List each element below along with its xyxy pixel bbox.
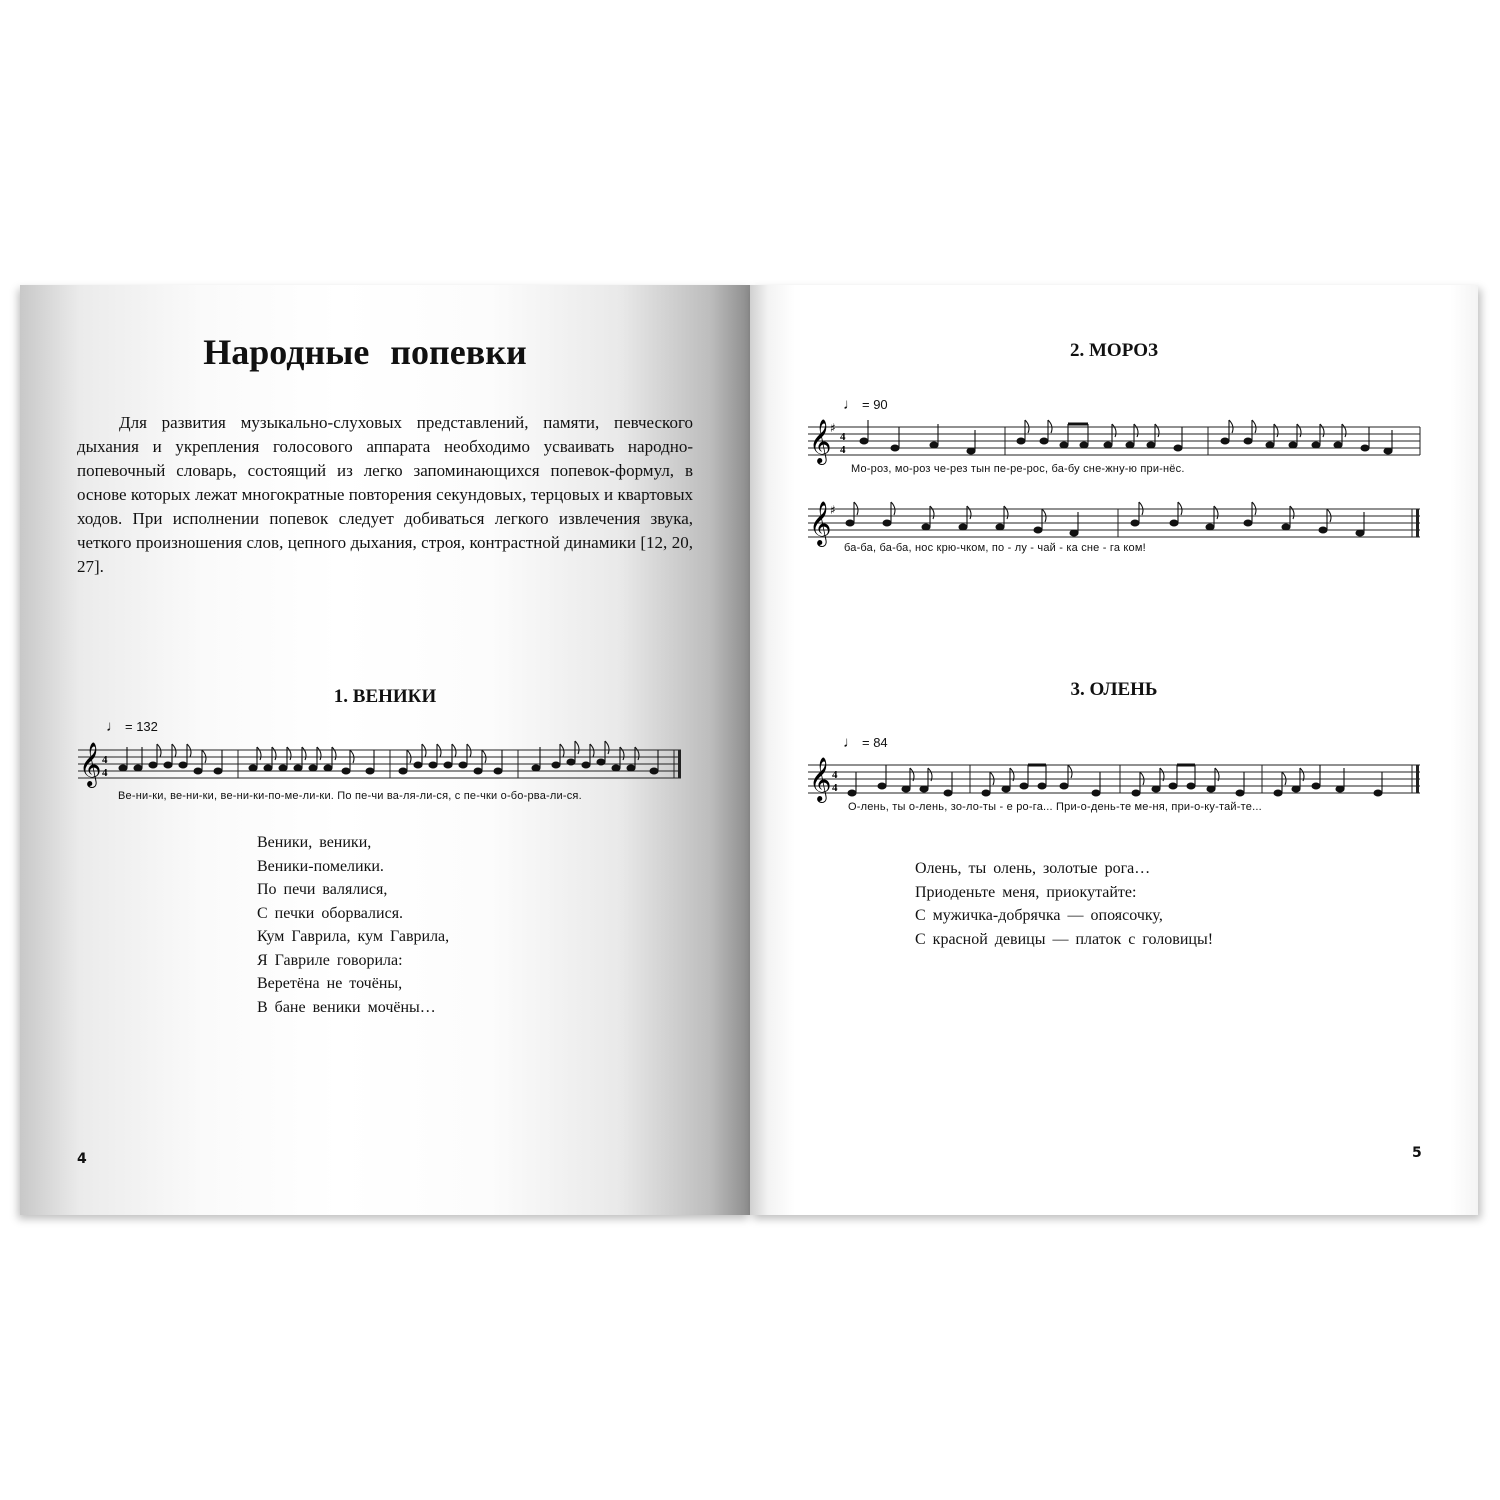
verse-line: С печки оборвалися. — [257, 904, 404, 922]
verse-line: Я Гавриле говорила: — [257, 951, 403, 969]
treble-clef-icon: 𝄞 — [809, 757, 832, 801]
svg-text:♯: ♯ — [830, 503, 836, 517]
svg-text:4: 4 — [840, 431, 846, 443]
svg-text:♯: ♯ — [830, 421, 836, 435]
tempo-marking-moroz — [843, 396, 888, 413]
verse-olen — [915, 857, 1213, 951]
verse-line: С мужичка-добрячка — опоясочку, — [915, 907, 1163, 924]
tempo-marking-olen — [843, 734, 888, 751]
staff-veniki — [78, 735, 688, 795]
page-title: Народные попевки — [203, 332, 527, 372]
verse-line: В бане веники мочёны… — [257, 998, 436, 1016]
verse-line: Олень, ты олень, золотые рога… — [915, 860, 1151, 877]
verse-line: Веники, веники, — [257, 834, 372, 851]
tempo-marking-veniki — [106, 718, 158, 735]
tempo-value: = 90 — [862, 397, 888, 412]
quarter-note-icon: ♩ — [106, 718, 121, 735]
treble-clef-icon: 𝄞 — [79, 742, 102, 786]
tempo-value: = 84 — [862, 735, 888, 750]
lyrics-moroz-2: ба-ба, ба-ба, нос крю-чком, по - лу - чай - ка сне - га ком! — [844, 542, 1146, 554]
verse-veniki — [257, 831, 449, 1019]
treble-clef-icon: 𝄞 — [809, 501, 832, 545]
page-number-right: 5 — [1412, 1145, 1422, 1161]
page-number-left: 4 — [77, 1151, 87, 1167]
verse-line: Веретёна не точёны, — [257, 975, 403, 992]
quarter-note-icon: ♩ — [843, 396, 858, 413]
lyrics-veniki: Ве-ни-ки, ве-ни-ки, ве-ни-ки-по-ме-ли-ки. По пе-чи ва-ля-ли-ся, с пе-чки о-бо-рва-ли-ся. — [118, 790, 582, 802]
song-title-olen: 3. ОЛЕНЬ — [1070, 679, 1158, 700]
song-title-moroz: 2. МОРОЗ — [1069, 340, 1158, 361]
verse-line: Кум Гаврила, кум Гаврила, — [257, 928, 450, 945]
intro-paragraph: Для развития музыкально-слуховых представлений, памяти, певческого дыхания и укрепления голосового аппарата необходимо усваивать народно-попевочный словарь, состоящий из легко запоминающихся попевок-формул, в основе которых лежат многократные повторения секундовых, терцовых и квартовых ходов. При исполнении попевок следует добиваться легкого извлечения звука, четкого произношения слов, цепного дыхания, строя, контрастной динамики [12, 20, 27]. — [77, 413, 693, 576]
quarter-note-icon: ♩ — [843, 734, 858, 751]
verse-line: С красной девицы — платок с головицы! — [915, 930, 1214, 948]
song-title-veniki: 1. ВЕНИКИ — [333, 686, 437, 707]
svg-text:4: 4 — [840, 444, 846, 456]
lyrics-moroz-1: Мо-роз, мо-роз че-рез тын пе-ре-рос, ба-бу сне-жну-ю при-нёс. — [851, 463, 1185, 475]
treble-clef-icon: 𝄞 — [809, 419, 832, 463]
lyrics-olen: О-лень, ты о-лень, зо-ло-ты - е ро-га... При-о-день-те ме-ня, при-о-ку-тай-те... — [848, 801, 1262, 813]
svg-text:4: 4 — [832, 769, 838, 781]
verse-line: Приоденьте меня, приокутайте: — [915, 883, 1137, 901]
verse-line: Веники-помелики. — [257, 857, 384, 875]
tempo-value: = 132 — [125, 719, 158, 734]
verse-line: По печи валялися, — [257, 881, 388, 898]
svg-text:4: 4 — [102, 767, 108, 779]
svg-text:4: 4 — [832, 782, 838, 794]
svg-text:4: 4 — [102, 754, 108, 766]
